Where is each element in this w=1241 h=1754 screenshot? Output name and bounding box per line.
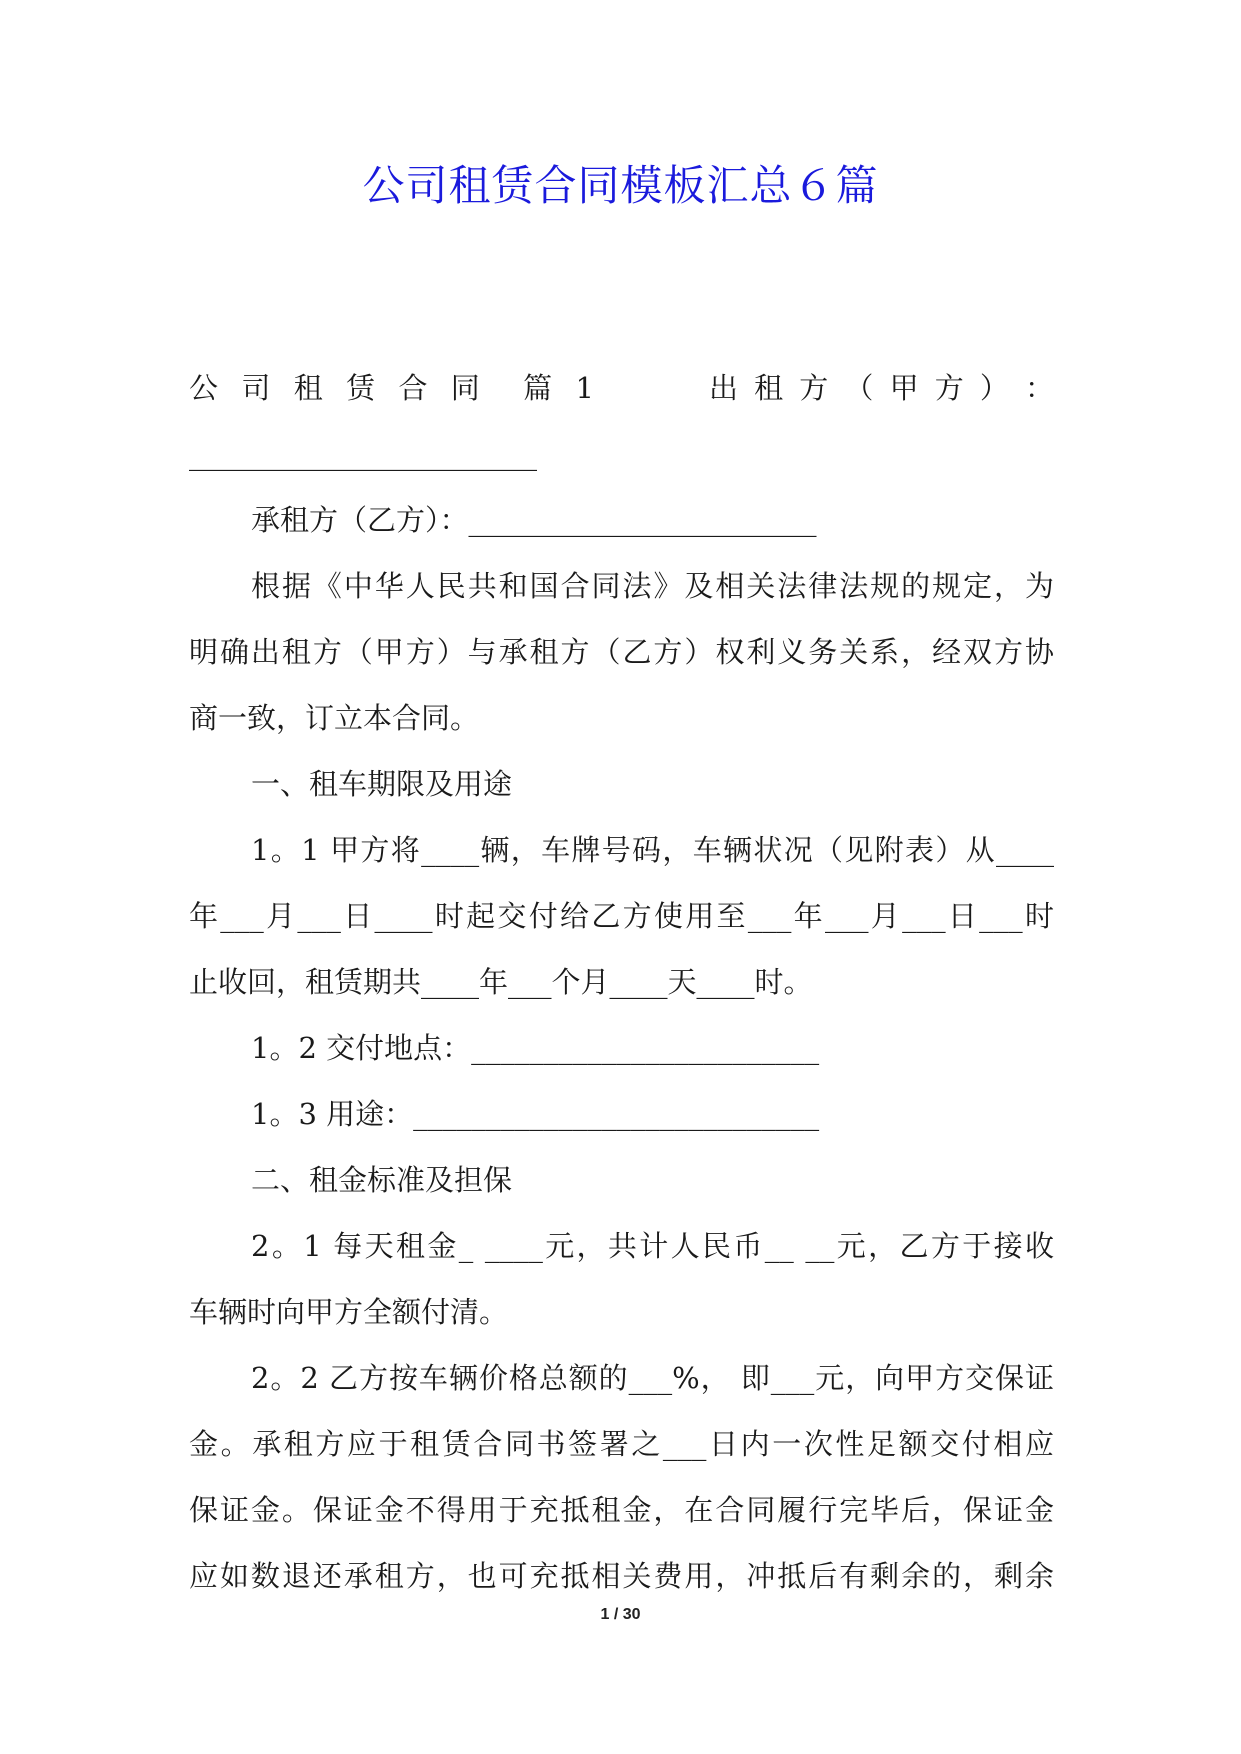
heading-char: 篇: [523, 371, 553, 405]
heading-char: 公: [189, 371, 219, 405]
lessee-line: 承租方（乙方）：________________________: [251, 503, 817, 537]
heading-char: 租: [754, 371, 784, 405]
heading-char: 方: [799, 371, 829, 405]
heading-char: 1: [575, 371, 594, 405]
heading-char: ：: [1024, 371, 1054, 405]
heading-char: 司: [241, 371, 271, 405]
document-title: 公司租赁合同模板汇总６篇: [362, 161, 879, 210]
document-body: [189, 355, 1054, 1609]
paragraph-line: 根据《中华人民共和国合同法》及相关法律法规的规定，为: [251, 569, 1054, 603]
heading-char: 方: [934, 371, 964, 405]
heading-char: 出: [709, 371, 739, 405]
heading-char: ）: [979, 371, 1009, 405]
heading-char: 租: [293, 371, 323, 405]
section-heading: 一、租车期限及用途: [251, 767, 513, 801]
paragraph-line: 止收回，租赁期共____年___个月____天____时。: [189, 965, 813, 999]
heading-char: 赁: [346, 371, 376, 405]
paragraph-line: 1。1 甲方将____辆，车牌号码，车辆状况（见附表）从____: [251, 833, 1054, 867]
paragraph-line: 金。承租方应于租赁合同书签署之___日内一次性足额交付相应: [189, 1427, 1054, 1461]
paragraph-line: 2。1 每天租金_ ____元，共计人民币__ __元，乙方于接收: [251, 1229, 1054, 1263]
heading-char: 合: [398, 371, 428, 405]
heading-char: （: [844, 371, 874, 405]
contract-heading-right: [709, 355, 1054, 421]
paragraph-line: 保证金。保证金不得用于充抵租金，在合同履行完毕后，保证金: [189, 1493, 1054, 1527]
paragraph-line: 年___月___日____时起交付给乙方使用至___年___月___日___时: [189, 899, 1054, 933]
heading-gap: [594, 355, 709, 421]
paragraph-line: 商一致，订立本合同。: [189, 701, 480, 735]
paragraph-line: 应如数退还承租方，也可充抵相关费用，冲抵后有剩余的，剩余: [189, 1559, 1054, 1593]
paragraph-line: 2。2 乙方按车辆价格总额的___%， 即___元，向甲方交保证: [251, 1361, 1054, 1395]
paragraph-line: 1。3 用途：____________________________: [251, 1097, 820, 1131]
paragraph-line: 1。2 交付地点：________________________: [251, 1031, 820, 1065]
paragraph-line: 车辆时向甲方全额付清。: [189, 1295, 509, 1329]
page-number: 1 / 30: [600, 1606, 641, 1623]
contract-heading-left: [189, 355, 594, 421]
heading-char: 同: [450, 371, 480, 405]
section-heading: 二、租金标准及担保: [251, 1163, 513, 1197]
lessor-blank-line: ________________________: [189, 437, 537, 471]
heading-char: 甲: [889, 371, 919, 405]
contract-heading-line: [189, 355, 1054, 421]
paragraph-line: 明确出租方（甲方）与承租方（乙方）权利义务关系，经双方协: [189, 635, 1054, 669]
